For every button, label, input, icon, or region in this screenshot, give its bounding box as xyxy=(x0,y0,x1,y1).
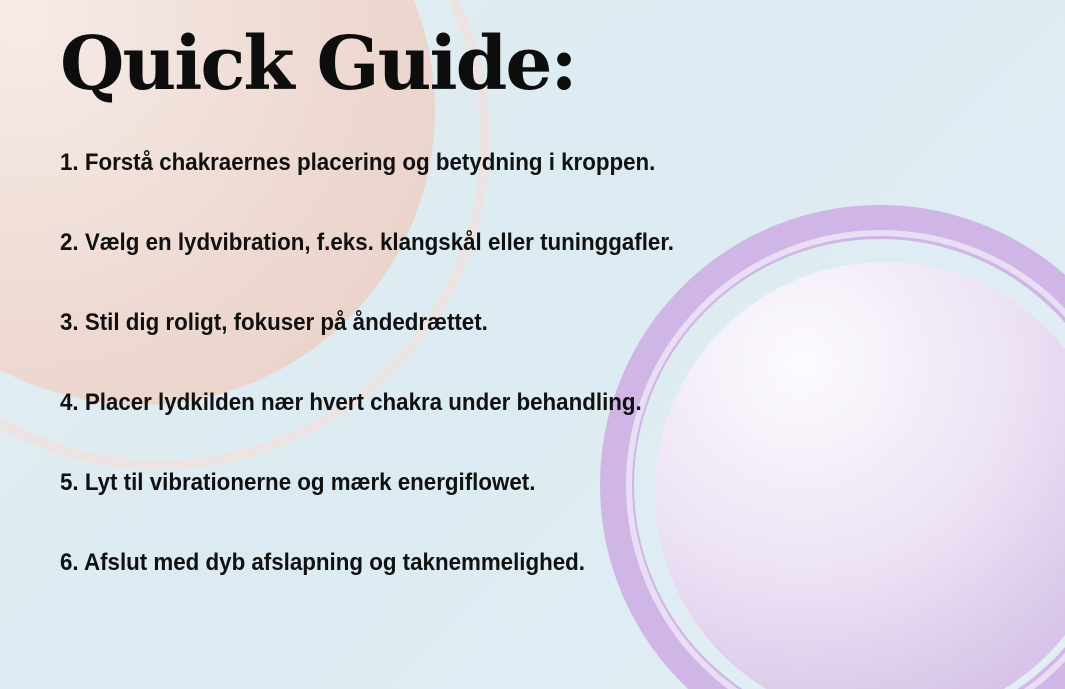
step-item-3: 3. Stil dig roligt, fokuser på åndedrættet. xyxy=(60,309,488,336)
steps-list xyxy=(60,148,760,578)
page-title: Quick Guide: xyxy=(60,21,576,107)
guide-content xyxy=(60,20,760,628)
step-item-6: 6. Afslut med dyb afslapning og taknemmelighed. xyxy=(60,549,586,576)
step-item-4: 4. Placer lydkilden nær hvert chakra under behandling. xyxy=(60,389,642,416)
step-item-5: 5. Lyt til vibrationerne og mærk energiflowet. xyxy=(60,469,536,496)
step-item-1: 1. Forstå chakraernes placering og betydning i kroppen. xyxy=(60,149,656,176)
step-item-2: 2. Vælg en lydvibration, f.eks. klangskål eller tuninggafler. xyxy=(60,229,674,256)
